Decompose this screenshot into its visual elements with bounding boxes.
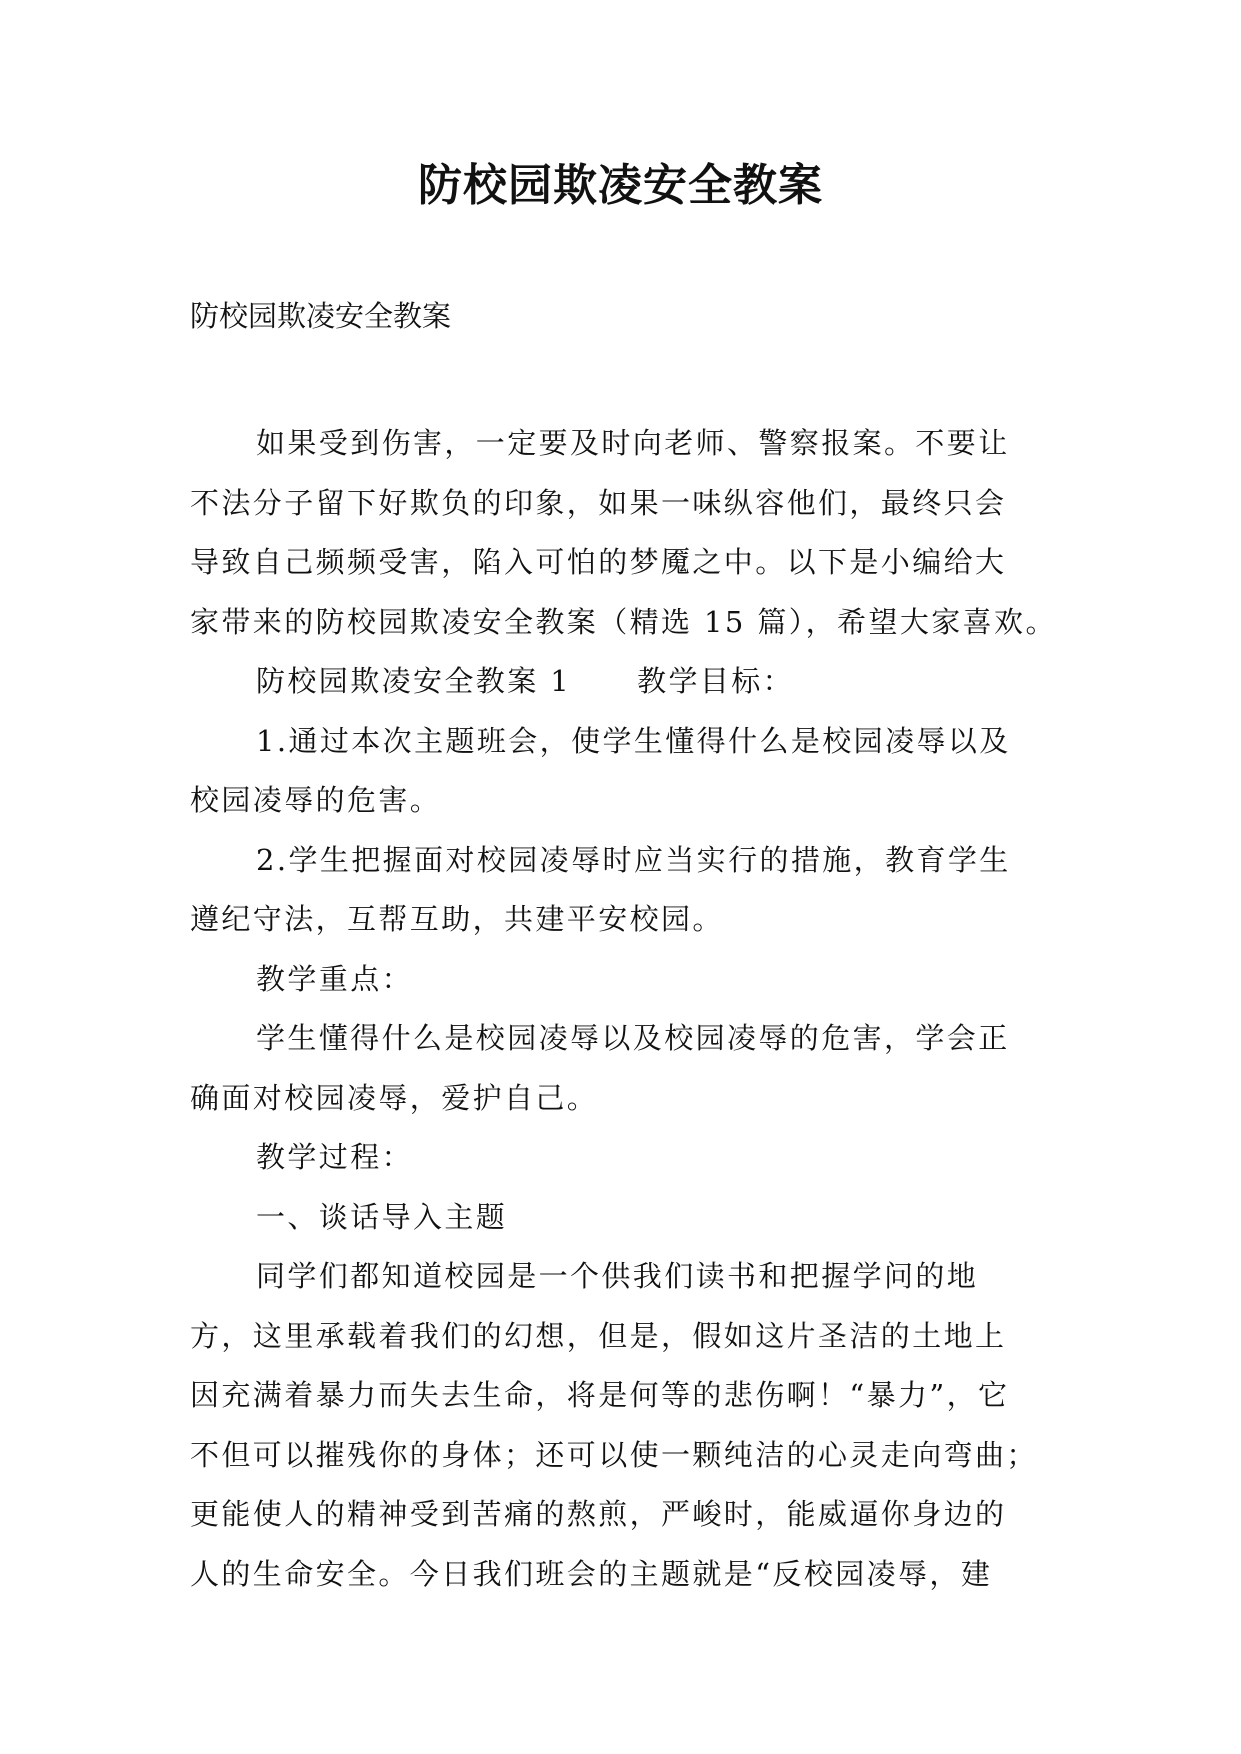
key-point-line: 确面对校园凌辱，爱护自己。 bbox=[190, 1080, 599, 1115]
part1-line: 因充满着暴力而失去生命，将是何等的悲伤啊！“暴力”，它 bbox=[190, 1378, 1010, 1412]
document-title: 防校园欺凌安全教案 bbox=[418, 160, 823, 211]
intro-line: 如果受到伤害，一定要及时向老师、警察报案。不要让 bbox=[256, 426, 1010, 460]
intro-line: 不法分子留下好欺负的印象，如果一味纵容他们，最终只会 bbox=[190, 485, 1007, 520]
section-heading: 防校园欺凌安全教案 1 bbox=[256, 664, 572, 698]
document-subtitle: 防校园欺凌安全教案 bbox=[190, 299, 452, 333]
part1-line: 同学们都知道校园是一个供我们读书和把握学问的地 bbox=[256, 1259, 979, 1293]
goal-line: 遵纪守法，互帮互助，共建平安校园。 bbox=[190, 902, 724, 936]
intro-line: 家带来的防校园欺凌安全教案（精选 15 篇），希望大家喜欢。 bbox=[190, 604, 1057, 639]
goal-line: 校园凌辱的危害。 bbox=[190, 783, 442, 817]
document-body bbox=[190, 414, 1060, 1604]
part1-line: 人的生命安全。今日我们班会的主题就是“反校园凌辱，建 bbox=[190, 1556, 993, 1591]
key-point-line: 学生懂得什么是校园凌辱以及校园凌辱的危害，学会正 bbox=[256, 1021, 1010, 1055]
intro-line: 导致自己频频受害，陷入可怕的梦魇之中。以下是小编给大 bbox=[190, 545, 1007, 579]
section-heading-line bbox=[190, 652, 1060, 712]
part1-line: 更能使人的精神受到苦痛的熬煎，严峻时，能威逼你身边的 bbox=[190, 1497, 1007, 1531]
process-label: 教学过程： bbox=[256, 1140, 414, 1174]
key-point-label: 教学重点： bbox=[256, 961, 414, 996]
part1-line: 不但可以摧残你的身体；还可以使一颗纯洁的心灵走向弯曲； bbox=[190, 1437, 1038, 1472]
goal-line: 1.通过本次主题班会，使学生懂得什么是校园凌辱以及 bbox=[256, 723, 1011, 758]
goal-line: 2.学生把握面对校园凌辱时应当实行的措施，教育学生 bbox=[256, 842, 1011, 877]
section-goal-label: 教学目标： bbox=[637, 664, 795, 698]
part1-line: 方，这里承载着我们的幻想，但是，假如这片圣洁的土地上 bbox=[190, 1318, 1007, 1353]
part1-heading: 一、谈话导入主题 bbox=[256, 1199, 508, 1234]
